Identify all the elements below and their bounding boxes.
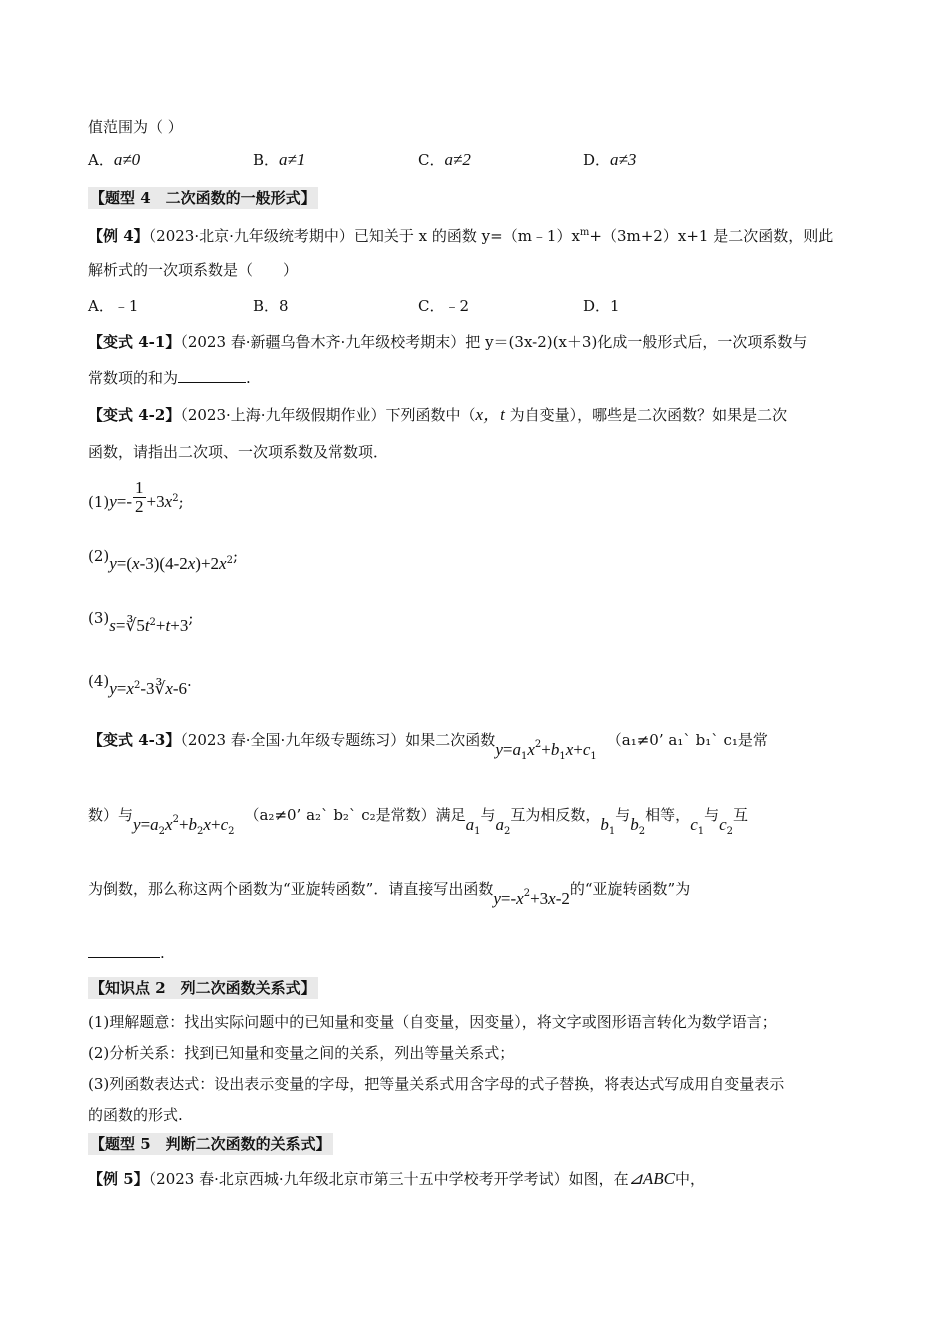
variant-4-3-line4: . <box>88 942 165 964</box>
option-b: B．8 <box>253 297 289 315</box>
root-icon: ∛ <box>154 679 166 698</box>
answer-blank <box>88 943 160 958</box>
option-a: A．﹣1 <box>88 297 139 315</box>
variant-4-2-line2: 函数，请指出二次项、一次项系数及常数项． <box>88 443 389 461</box>
variant-4-1-line2: 常数项的和为 . <box>88 369 251 387</box>
question-text: 值范围为（ ） <box>88 118 183 136</box>
root-icon: ∛ <box>125 616 137 635</box>
option-d: D．a≠3 <box>583 150 637 169</box>
formula-1: (1)y=- $\frac{1}{2}$ $+3x^2$; <box>88 477 184 516</box>
answer-blank <box>178 368 246 383</box>
example-5-line1: 【例 5】（2023 春·北京西城·九年级北京市第三十五中学校考开学考试）如图，在⊿ABC中， <box>88 1169 706 1188</box>
variant-4-3-line3: 为倒数，那么称这两个函数为“亚旋转函数”．请直接写出函数$y=-x^2+3x-2$的“亚旋转函数”为 <box>88 880 691 908</box>
knowledge-item: (2)分析关系：找到已知量和变量之间的关系，列出等量关系式； <box>88 1044 515 1062</box>
option-a: A．a≠0 <box>88 150 141 169</box>
option-c: C．a≠2 <box>418 150 471 169</box>
option-c: C．﹣2 <box>418 297 470 315</box>
section-heading: 【题型 5 判断二次函数的关系式】 <box>90 1135 331 1153</box>
formula-4: $(4)y=x^2-3∛x-6$. <box>88 672 192 698</box>
formula-2: $(2)y=(x-3)(4-2x)+2x^2$; <box>88 547 239 573</box>
example-4-line1: 【例 4】（2023·北京·九年级统考期中）已知关于 x 的函数 $y=(m﹣1)x^m+(3m+2)x+1$ 是二次函数，则此 <box>88 227 834 245</box>
variant-4-3-line2: 数）与$y=a_2x^2+b_2x+c_2(a_2\ne 0$’ a₂` b₂` c₂是常数）满足$a_1$与$a_2$互为相反数，$b_1$与$b_2$相等，$c_1$与$c_2$互 <box>88 806 749 837</box>
knowledge-item: 的函数的形式. <box>88 1106 183 1124</box>
knowledge-item: (3)列函数表达式：设出表示变量的字母，把等量关系式用含字母的式子替换，将表达式写成用自变量表示 <box>88 1075 785 1093</box>
knowledge-item: (1)理解题意：找出实际问题中的已知量和变量（自变量，因变量），将文字或图形语言转化为数学语言； <box>88 1013 777 1031</box>
variant-4-2-line1: 【变式 4-2】（2023·上海·九年级假期作业）下列函数中（x，t 为自变量），哪些是二次函数？如果是二次 <box>88 405 788 424</box>
example-4-line2: 解析式的一次项系数是（ ） <box>88 261 299 279</box>
section-heading: 【知识点 2 列二次函数关系式】 <box>90 979 316 997</box>
section-heading: 【题型 4 二次函数的一般形式】 <box>90 189 316 207</box>
formula-3: $(3)s=∛5t^2+t+3$; <box>88 609 194 635</box>
variant-4-1-line1: 【变式 4-1】（2023 春·新疆乌鲁木齐·九年级校考期末）把 y＝(3x-2)(x＋3)化成一般形式后，一次项系数与 <box>88 333 808 351</box>
variant-4-3-line1: 【变式 4-3】（2023 春·全国·九年级专题练习）如果二次函数$y=a_1x^2+b_1x+c_1(a_1\ne 0$’ a₁` b₁` c₁是常 <box>88 731 768 762</box>
option-b: B．a≠1 <box>253 150 306 169</box>
option-d: D．1 <box>583 297 620 315</box>
